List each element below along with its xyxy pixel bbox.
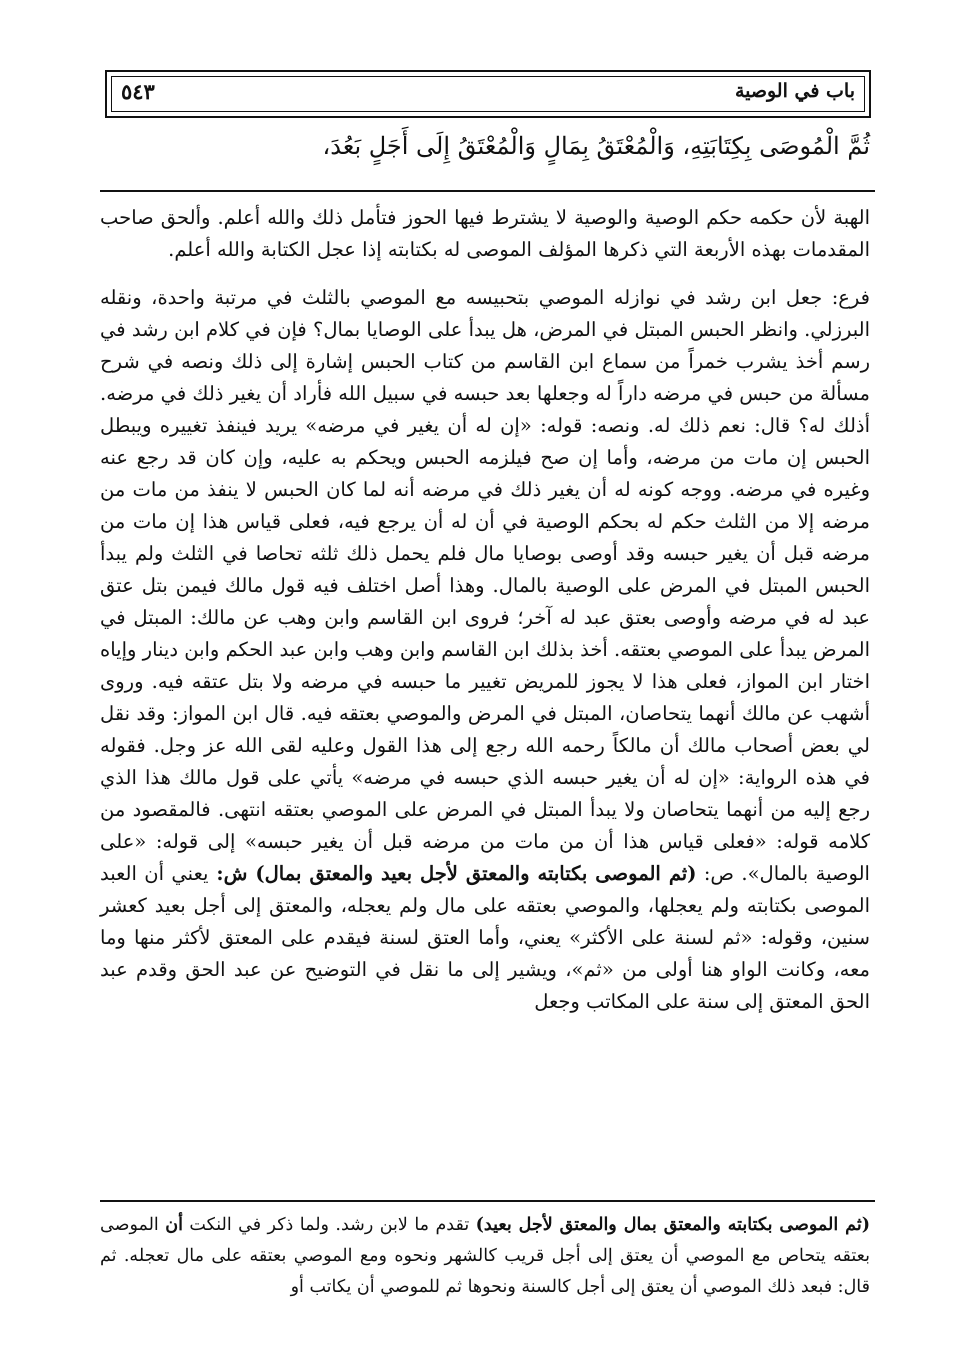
paragraph-2-text-b: يعني أن العبد الموصى بكتابته ولم يعجلها، والموصي بعتقه على مال ولم يعجله، والمعتق إلى أجل بعيد كعشر سنين، وقوله: «ثم لسنة على الأكثر» يعني، وأما العتق لسنة فيقدم على المعتق لأكثر منها وما معه، وكانت الواو هنا أولى من «ثم»، ويشير إلى ما نقل في التوضيح عن عبد الحق وقدم عبد الحق المعتق إلى سنة على المكاتب وجعل [100,862,870,1013]
commentary-body [100,202,870,1018]
quoted-matn-bold: (ثم الموصى بكتابته والمعتق لأجل بعيد والمعتق بمال) [255,862,697,885]
footnote-bold-an: أن [165,1215,183,1235]
footnote-block [100,1210,870,1303]
footnote-separator-rule [100,1200,875,1202]
footnote-quote-bold: (ثم الموصى بكتابته والمعتق بمال والمعتق لأجل بعيد) [475,1215,870,1235]
running-header [105,70,871,118]
matn-separator-rule [100,190,875,192]
matn-line: ثُمَّ الْمُوصَى بِكِتَابَتِهِ، وَالْمُعْتَقُ بِمَالٍ وَالْمُعْتَقُ إِلَى أَجَلٍ بَعُدَ، [322,132,870,160]
paragraph-2-text-a: فرع: جعل ابن رشد في نوازله الموصي بتحبيسه مع الموصي بالثلث في مرتبة واحدة، ونقله البرزلي. وانظر الحبس المبتل في المرض، هل يبدأ على الوصايا بمال؟ فإن في كلام ابن رشد في رسم أخذ يشرب خمراً من سماع ابن القاسم من كتاب الحبس إشارة إلى ذلك ونصه في شرح مسألة من حبس في مرضه داراً له وجعلها بعد حبسه في سبيل الله فأراد أن يغير ذلك في مرضه. أذلك له؟ قال: نعم ذلك له. ونصه: قوله: «إن له أن يغير في مرضه» يريد فينفذ تغييره ويبطل الحبس إن مات من مرضه، وأما إن صح فيلزمه الحبس ويحكم به عليه، وإن كان قد رجع عنه وغيره في مرضه. ووجه كونه له أن يغير ذلك في مرضه أنه لما كان الحبس لا ينفذ من مات من مرضه إلا من الثلث حكم له بحكم الوصية في أن له أن يرجع فيه، فعلى قياس هذا إن مات من مرضه قبل أن يغير حبسه وقد أوصى بوصايا مال فلم يحمل ذلك ثلثه تحاصا في الثلث ولم يبدأ الحبس المبتل في المرض على الوصية بالمال. وهذا أصل اختلف فيه قول مالك فيمن بتل عتق عبد له في مرضه وأوصى بعتق عبد له آخر؛ فروى ابن القاسم وابن وهب عن مالك: المبتل في المرض يبدأ على الموصي بعتقه. أخذ بذلك ابن القاسم وابن وهب وابن عبد الحكم وابن دينار وإياه اختار ابن المواز، فعلى هذا لا يجوز للمريض تغيير ما حبسه في مرضه ولا بتل عتقه فيه. وروى أشهب عن مالك أنهما يتحاصان، المبتل في المرض والموصي بعتقه فيه. قال ابن المواز: وقد نقل لي بعض أصحاب مالك أن مالكاً رحمه الله رجع إلى هذا القول وعليه لقى الله عز وجل. فقوله في هذه الرواية: «إن له أن يغير حبسه الذي حبسه في مرضه» يأتي على قول مالك هذا الذي رجع إليه من أنهما يتحاصان ولا يبدأ المبتل في المرض على الموصي بعتقه انتهى. فالمقصود من كلامه قوله: «فعلى قياس هذا أن من مات من مرضه قبل أن يغير حبسه» إلى قوله: «على الوصية بالمال». ص: [100,286,870,885]
page-number: ٥٤٣ [121,79,155,104]
paragraph-1: الهبة لأن حكمه حكم الوصية والوصية لا يشترط فيها الحوز فتأمل ذلك والله أعلم. وألحق صاحب المقدمات بهذه الأربعة التي ذكرها المؤلف الموصى له بكتابته إذا عجل الكتابة والله أعلم. [100,206,870,261]
footnote-text-1: تقدم ما لابن رشد. ولما ذكر في النكت [182,1215,476,1235]
paragraph-2 [100,282,870,1018]
sh-label: ش: [208,862,256,885]
running-title: باب في الوصية [734,80,855,102]
footnote-paragraph [100,1210,870,1303]
footnote-text-2: الموصى بعتقه يتحاص مع الموصي أن يعتق إلى أجل قريب كالشهر ونحوه ومع الموصي بعتقه على مال تعجله. ثم قال: فبعد ذلك الموصي أن يعتق إلى أجل كالسنة ونحوها ثم للموصي أن يكاتب أو [100,1215,870,1297]
